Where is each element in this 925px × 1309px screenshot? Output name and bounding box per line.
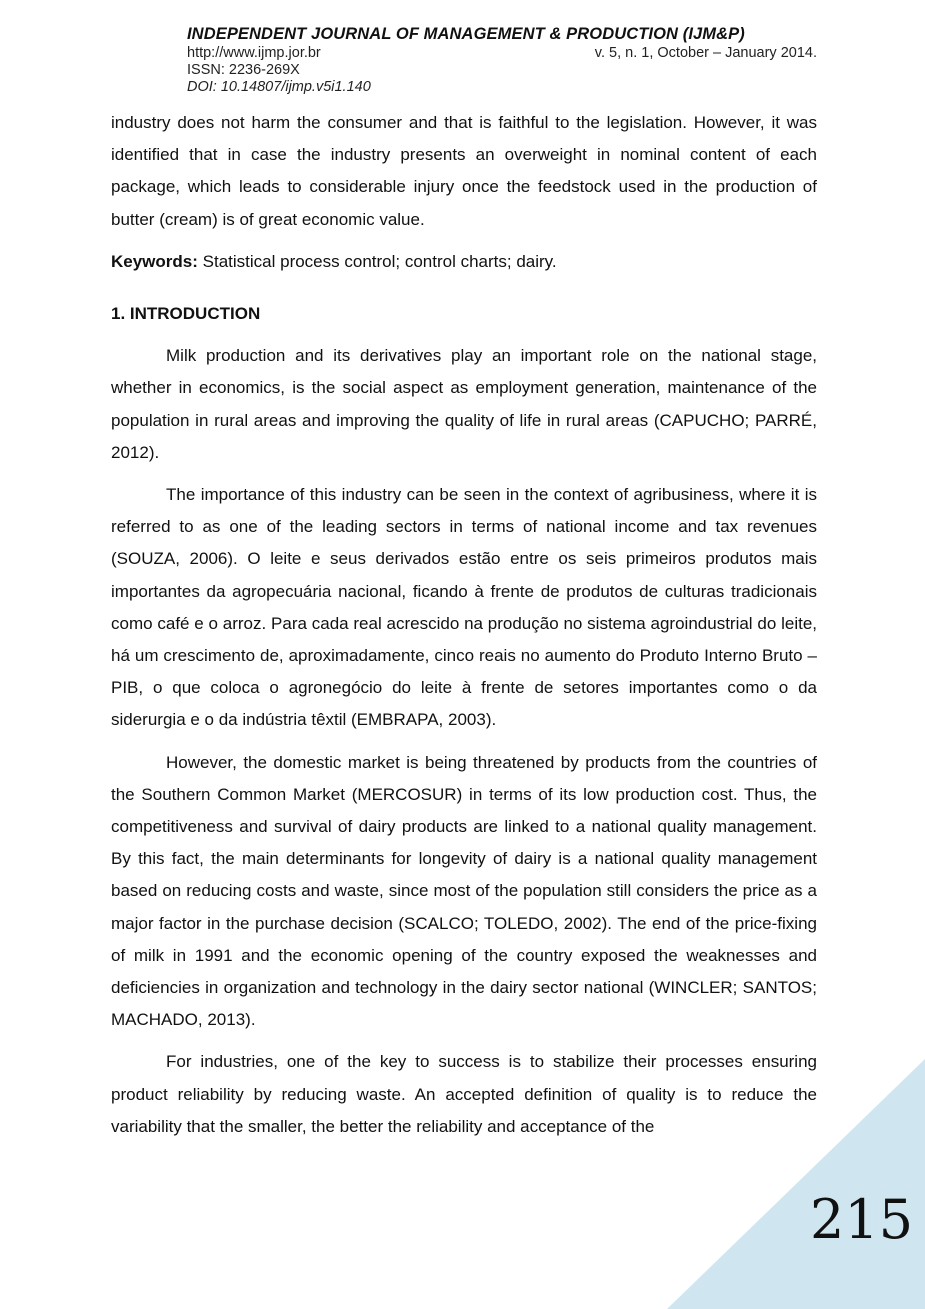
- journal-header: [187, 23, 817, 96]
- paragraph-4: For industries, one of the key to success is to stabilize their processes ensuring product reliability by reducing waste. An accepted definition of quality is to reduce the variability that the smaller, the better the reliability and acceptance of the: [111, 1052, 817, 1136]
- doi: DOI: 10.14807/ijmp.v5i1.140: [187, 79, 371, 95]
- abstract-continuation: industry does not harm the consumer and that is faithful to the legislation. However, it was identified that in case the industry presents an overweight in nominal content of each package, which leads to considerable injury once the feedstock used in the production of butter (cream) is of great economic value.: [111, 113, 817, 229]
- volume-info: v. 5, n. 1, October – January 2014.: [594, 45, 817, 61]
- journal-url[interactable]: http://www.ijmp.jor.br: [187, 45, 321, 61]
- paragraph-1: Milk production and its derivatives play an important role on the national stage, whether in economics, is the social aspect as employment generation, maintenance of the population in rural areas and improving the quality of life in rural areas (CAPUCHO; PARRÉ, 2012).: [111, 346, 817, 462]
- paragraph-2: The importance of this industry can be seen in the context of agribusiness, where it is referred to as one of the leading sectors in terms of national income and tax revenues (SOUZA, 2006). O leite e seus derivados estão entre os seis primeiros produtos mais importantes da agropecuária nacional, ficando à frente de produtos de culturas tradicionais como café e o arroz. Para cada real acrescido na produção no sistema agroindustrial do leite, há um crescimento de, aproximadamente, cinco reais no aumento do Produto Interno Bruto – PIB, o que coloca o agronegócio do leite à frente de setores importantes como o da siderurgia e o da indústria têxtil (EMBRAPA, 2003).: [111, 485, 817, 730]
- paragraph-3: However, the domestic market is being threatened by products from the countries of the Southern Common Market (MERCOSUR) in terms of its low production cost. Thus, the competitiveness and survival of dairy products are linked to a national quality management. By this fact, the main determinants for longevity of dairy is a national quality management based on reducing costs and waste, since most of the population still considers the price as a major factor in the purchase decision (SCALCO; TOLEDO, 2002). The end of the price-fixing of milk in 1991 and the economic opening of the country exposed the weaknesses and deficiencies in organization and technology in the dairy sector national (WINCLER; SANTOS; MACHADO, 2013).: [111, 752, 817, 1030]
- article-body: [111, 107, 817, 1153]
- corner-triangle: [667, 1059, 925, 1309]
- keywords-label: Keywords:: [111, 251, 198, 271]
- issn: ISSN: 2236-269X: [187, 62, 300, 78]
- corner-triangle-shape: [667, 1059, 925, 1309]
- header-url-row: [187, 45, 817, 62]
- section-title: 1. INTRODUCTION: [111, 304, 261, 324]
- journal-title: INDEPENDENT JOURNAL OF MANAGEMENT & PRODUCTION (IJM&P): [187, 25, 745, 43]
- page-number: 215: [810, 1188, 914, 1251]
- keywords-text: Statistical process control; control charts; dairy.: [197, 251, 557, 271]
- keywords-line: [111, 246, 817, 278]
